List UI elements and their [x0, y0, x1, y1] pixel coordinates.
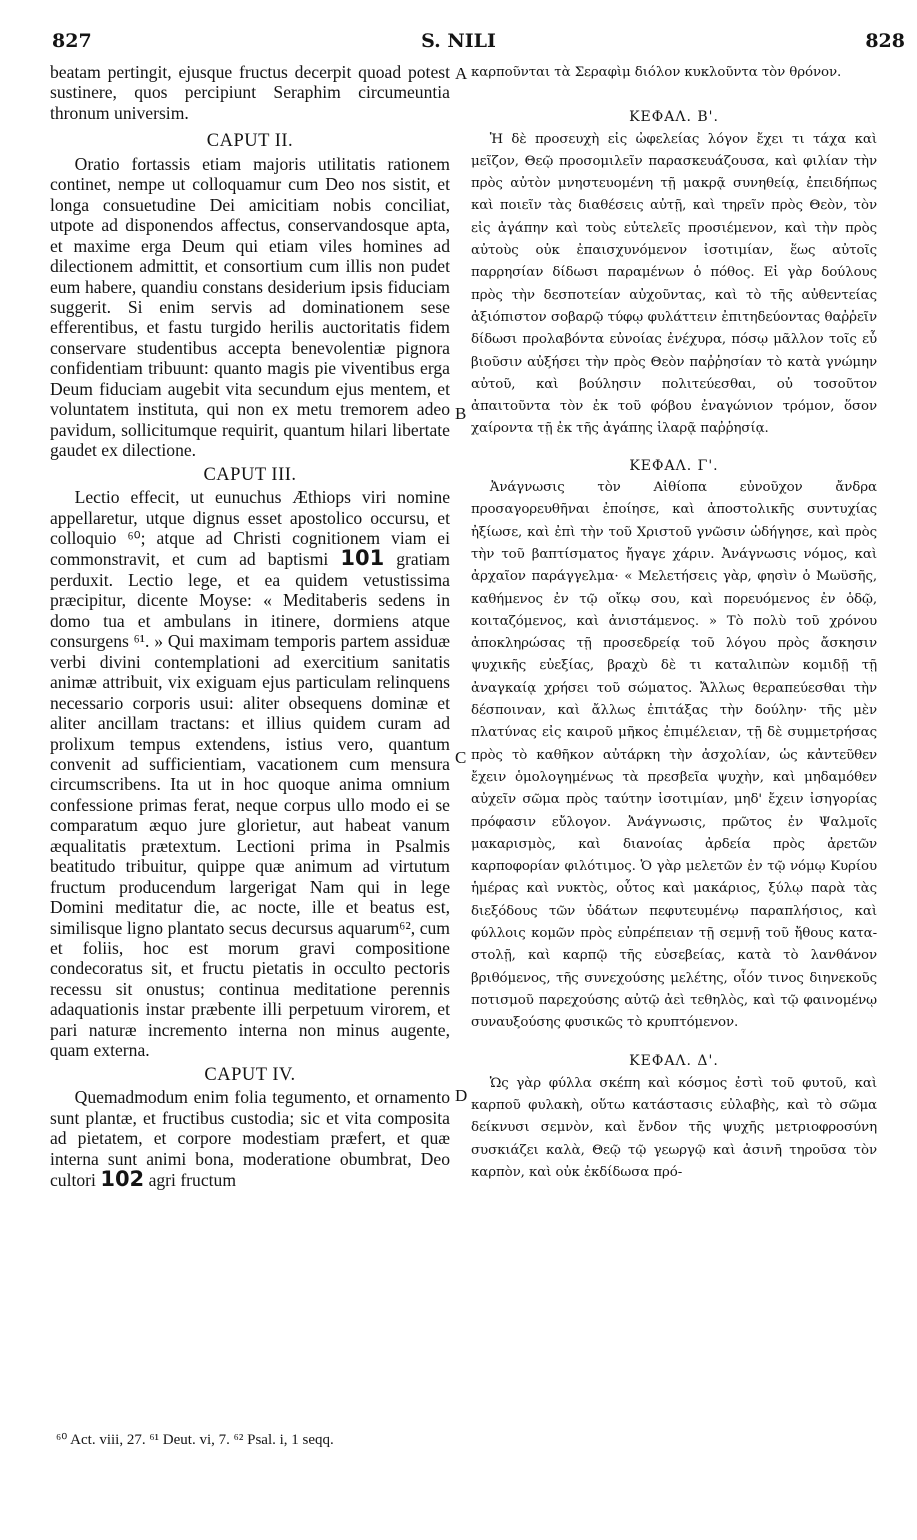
- caput-4-text-a: Quemadmodum enim folia tegumento, et ornamento sunt plantæ, et fructibus custodia; sic et vita composita ad pietatem, et corpore modestiam præfert, et quæ interna sunt animi bona, moderatione obumbrat, Deo cultori: [50, 1087, 450, 1191]
- greek-intro: καρποῦνται τὰ Σεραφὶμ διόλον κυκλοῦντα τὸν θρόνον.: [471, 65, 842, 80]
- caput-2-heading: CAPUT II.: [206, 131, 294, 152]
- caput-3-text-b: gratiam perduxit. Lectio lege, et ea quidem vetustissima præcipitur, dicente Moyse: « Meditaberis sedens in domo tua et ambulans in itinere, dormiens atque consurgens ⁶¹. » Qui maximam temporis partem assiduæ verbi divini contemplationi ad exercitium sanitatis animæ attribuit, vix exiguam ejus particulam relinquens necessario corporis usui: aliter obsequens dominæ et aliter ancillam tractans: et illius quidem curam ad prolixum tempus extendens, istius vero, quantum convenit ad sufficientiam, vacationem cum mensura circumscribens. Ita ut in hoc quoque anima omnium confessione primas ferat, neque corpus ullo modo ei se comparatum æquo jure glorietur, aut habeat vanum æqualitatis prætextum. Lectioni prima in Psalmis beatitudo tribuitur, quippe quæ animum ad virtutum fructum producendum largerigat Nam qui in lege Domini meditatur die, ac nocte, ille et beatus est, similisque ligno plantato secus decursus aquarum⁶², cum et foliis, hoc est morum gravi compositione condecoratus sit, et fructu pietatis in occulto pectoris recessu sit onustus; continua meditatione perennis adaquationis instar præbente illi perpetuum virorem, et pari naturæ incremento interna non minus augente, quam externa.: [50, 549, 450, 1061]
- column-number-102: 102: [100, 1167, 145, 1192]
- marker-a: A: [455, 64, 468, 83]
- latin-column: [50, 62, 450, 1190]
- column-number-101: 101: [340, 546, 385, 571]
- kephalaion-3-text: Ἀνάγνωσις τὸν Αἰθίοπα εὐνοῦχον ἄνδρα προσαγορευθῆναι ἐποίησε, καὶ ἀποστολικῆς συντυχίας ἠξίωσε, καὶ ἐπὶ τὴν τοῦ Χριστοῦ γνῶσιν ὡδήγησε, καὶ πρὸς τὴν τοῦ βαπτίσματος ἤγαγε χάριν. Ἀνάγνωσις νόμος, καὶ ἀρχαῖον παράγγελμα· « Μελετήσεις γὰρ, φησὶν ὁ Μωϋσῆς, καθήμενος ἐν τῷ οἴκῳ σου, καὶ πορευόμενος ἐν ὁδῷ, κοιταζόμενος, καὶ ἀνιστάμενος. » Τὸ πολὺ τοῦ χρόνου ἀποκληρώσας τῇ προσεδρείᾳ τοῦ λόγου πρὸς ἄσκησιν ψυχικῆς εὐεξίας, βραχὺ δὲ τι καταλιπὼν κομιδῇ τῇ ἀναγκαίᾳ χρήσει τοῦ σώματος. Ἄλλως θεραπεύεσθαι τὴν δέσποιναν, καὶ ἄλλως ἐπιτάξας τὴν δούλην· τῆς μὲν πλατύνας εἰς καιροῦ μῆκος ἐπιμέλειαν, τῇ δὲ συμμετρήσας πρὸς τὸ καθῆκον αὐτάρκη τὴν ἀσχολίαν, ὡς κἀντεῦθεν ἔχειν ὁμολογημένως τὰ πρεσβεῖα ψυχὴν, καὶ μηδαμόθεν αὐχεῖν σῶμα πρὸς ταύτην ἰσοτιμίαν, μηδ' ἔχειν ἰσηγορίας πρόφασιν εὔλογον. Ἀνάγνωσις, πρῶτος ἐν Ψαλμοῖς μακαρισμὸς, καὶ διανοίας ἀρδεία πρὸς ἀρετῶν καρποφορίαν φιλότιμος. Ὁ γὰρ μελετῶν ἐν τῷ νόμῳ Κυρίου ἡμέρας καὶ νυκτὸς, οὗτος καὶ μακάριος, ξύλῳ παρὰ τὰς διεξόδους τῶν ὑδάτων πεφυτευμένῳ παραπλήσιος, καὶ φύλλοις κομῶν πρὸς εὐπρέπειαν τῇ σεμνῇ τοῦ ἤθους κατα-στολῇ, καὶ καρπῷ τῆς εὐσεβείας, κατὰ τὸ λανθάνον βριθόμενος, τῆς συνεχούσης μελέτης, οἷόν τινος διηνεκοῦς ποτισμοῦ παρεχούσης αὐτῷ ἀεὶ τεθηλὸς, καὶ τῷ φαινομένῳ συναυξούσης φυσικῶς τὸ κρυπτόμενον.: [471, 480, 877, 1031]
- kephalaion-3-heading: ΚΕΦΑΛ. Γ'.: [629, 457, 719, 474]
- footnotes: ⁶⁰ Act. viii, 27. ⁶¹ Deut. vi, 7. ⁶² Psal. i, 1 seqq.: [56, 1432, 334, 1448]
- marker-c: C: [455, 748, 467, 767]
- caput-4-text: [50, 1087, 450, 1190]
- kephalaion-4-heading: ΚΕΦΑΛ. Δ'.: [629, 1053, 719, 1070]
- running-title: S. NILI: [421, 30, 496, 52]
- caput-3-text-a: Lectio effecit, ut eunuchus Æthiops viri nomine appellaretur, utque dignus esset apostolico occursu, et colloquio ⁶⁰; atque ad Christi cognitionem viam ei commonstravit, et cum ad baptismi: [50, 487, 450, 570]
- caput-2-text: Oratio fortassis etiam majoris utilitatis rationem continet, nempe ut colloquamur cum Deo nos sistit, et longa consuetudine Dei amicitiam nobis conciliat, utpote ad disponendos affectus, conservandosque apta, et maxime erga Deum qui etiam viles homines ad dilectionem admittit, et consortium cum illis non pudet eum habere, quandiu constans desiderium ipsis fiduciam suggerit. Si enim servis ad dominationem sese efferentibus, et fastu turgido herilis auctoritatis fidem conservare studentibus accepta benevolentiæ pignora confidentiam tribuunt: quanto magis pie viventibus erga Deum fiduciam augebit vita secundum ejus mentem, et voluntatem instituta, qui non ex metu tremorem adeo pavidum, sollicitumque requirit, quantum hilari libertate gaudet ex dilectione.: [50, 153, 450, 461]
- kephalaion-2-heading: ΚΕΦΑΛ. Β'.: [629, 109, 719, 126]
- page-number-left: 827: [52, 30, 92, 52]
- latin-intro: beatam pertingit, ejusque fructus decerpit quoad potest sustinere, quos percipiunt Seraphim circumeuntia thronum universim.: [50, 62, 450, 123]
- caput-3-text: [50, 487, 450, 1061]
- caput-3-heading: CAPUT III.: [203, 464, 297, 485]
- caput-4-text-b: agri fructum: [144, 1170, 237, 1191]
- kephalaion-4-text: Ὡς γὰρ φύλλα σκέπη καὶ κόσμος ἐστὶ τοῦ φυτοῦ, καὶ καρποῦ φυλακὴ, οὕτω κατάστασις εὐλαβὴς, καὶ τὸ σῶμα δείκνυσι σεμνὸν, καὶ ἔνδον τῆς ψυχῆς μετριοφροσύνη συσκιάζει καλὰ, Θεῷ τῷ γεωργῷ καὶ ἀσινῆ τηροῦσα τὸν καρπὸν, καὶ οὐκ ἐκδίδωσα πρό-: [471, 1075, 877, 1180]
- kephalaion-2-text: Ἡ δὲ προσευχὴ εἰς ὠφελείας λόγον ἔχει τι τάχα καὶ μεῖζον, Θεῷ προσομιλεῖν παρασκευάζουσα, καὶ φιλίαν τὴν πρὸς αὐτὸν μνηστευομένη τῇ μακρᾷ συνηθείᾳ, ἐπειδήπως καὶ ποιεῖν τὰς διαθέσεις αὐτῇ, καὶ τηρεῖν πρὸς Θεὸν, τὸν εἰς ἀγάπην καὶ τοὺς εὐτελεῖς προσιέμενον, καὶ τὴν πρὸς αὐτοὺς οὐκ ἐπαισχυνόμενον ἰσοτιμίαν, ἕως αὐτοῖς παρρησίαν δίδωσι παραμένων ὁ πόθος. Εἰ γὰρ δούλους πρὸς τὴν δεσποτείαν αὐχοῦντας, καὶ τὸ τῆς αὐθεντείας ἀξιόπιστον σοβαρῷ τύφῳ φυλάττειν ἐπιτηδεύοντας θαῤῥεῖν δίδωσι προλαβόντα εὐνοίας ἐνέχυρα, πόσῳ μᾶλλον τοῖς εὖ βιοῦσιν αὐξήσει τὴν πρὸς Θεὸν παῤῥησίαν τὸ κατὰ γνώμην αὐτοῦ, καὶ βούλησιν πολιτεύεσθαι, οὐ τοσοῦτον ἀπαιτοῦντα τὸν ἐκ τοῦ φόβου ἐναγώνιον τρόμον, ὅσον χαίροντα τῇ ἐκ τῆς ἀγάπης ἱλαρᾷ παῤῥησίᾳ.: [471, 131, 877, 437]
- marker-d: D: [455, 1086, 468, 1105]
- marker-b: B: [455, 404, 467, 423]
- page-number-right: 828: [865, 30, 905, 52]
- greek-column: [471, 62, 877, 1184]
- caput-4-heading: CAPUT IV.: [204, 1064, 296, 1085]
